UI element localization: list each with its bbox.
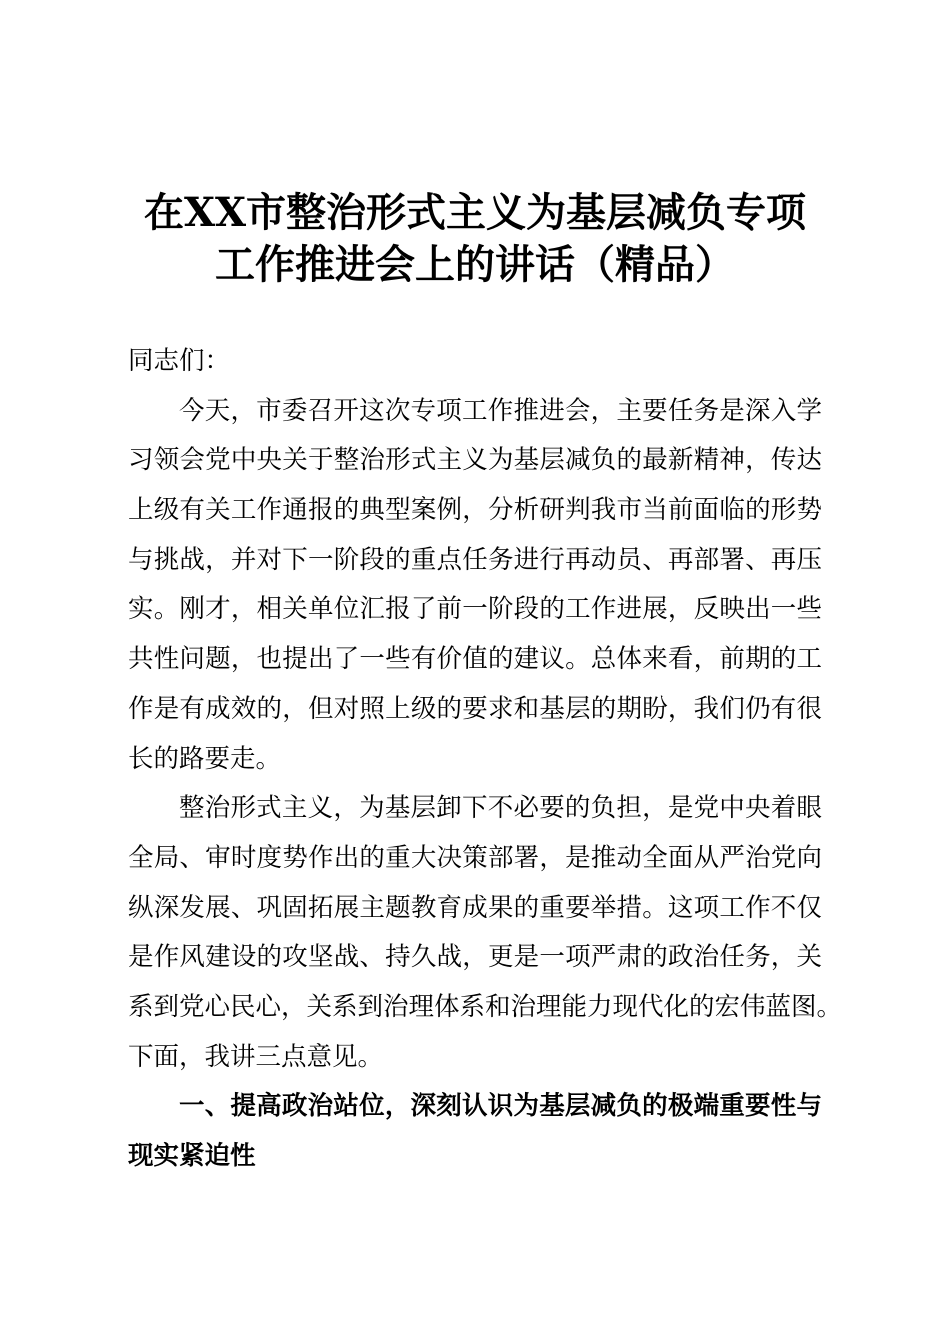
paragraph: [128, 784, 843, 1082]
text-line: 下面，我讲三点意见。: [128, 1041, 384, 1072]
text-line: 今天，市委召开这次专项工作推进会，主要任务是深入学: [179, 395, 822, 426]
text-line: 习领会党中央关于整治形式主义为基层减负的最新精神，传达: [128, 445, 822, 476]
text-line: 系到党心民心，关系到治理体系和治理能力现代化的宏伟蓝图。: [128, 991, 843, 1022]
document-body: [128, 337, 843, 1182]
text-line: 一、提高政治站位，深刻认识为基层减负的极端重要性与: [179, 1091, 822, 1122]
text-line: 作是有成效的，但对照上级的要求和基层的期盼，我们仍有很: [128, 693, 822, 724]
section-heading: [128, 1082, 822, 1181]
text-line: 纵深发展、巩固拓展主题教育成果的重要举措。这项工作不仅: [128, 892, 822, 923]
text-line: 长的路要走。: [128, 743, 282, 774]
title-line: 工作推进会上的讲话（精品）: [215, 241, 735, 288]
paragraphs: [128, 387, 843, 1182]
text-line: 共性问题，也提出了一些有价值的建议。总体来看，前期的工: [128, 644, 822, 675]
text-line: 与挑战，并对下一阶段的重点任务进行再动员、再部署、再压: [128, 544, 822, 575]
paragraph: [128, 387, 822, 785]
text-line: 是作风建设的攻坚战、持久战，更是一项严肃的政治任务，关: [128, 942, 822, 973]
text-line: 整治形式主义，为基层卸下不必要的负担，是党中央着眼: [179, 793, 822, 824]
title-line: 在XX市整治形式主义为基层减负专项: [143, 189, 807, 236]
text-line: 全局、审时度势作出的重大决策部署，是推动全面从严治党向: [128, 842, 822, 873]
text-line: 上级有关工作通报的典型案例，分析研判我市当前面临的形势: [128, 495, 822, 526]
salutation: 同志们：: [128, 346, 231, 376]
text-line: 实。刚才，相关单位汇报了前一阶段的工作进展，反映出一些: [128, 594, 822, 625]
document-title: [0, 187, 950, 291]
text-line: 现实紧迫性: [128, 1141, 256, 1171]
